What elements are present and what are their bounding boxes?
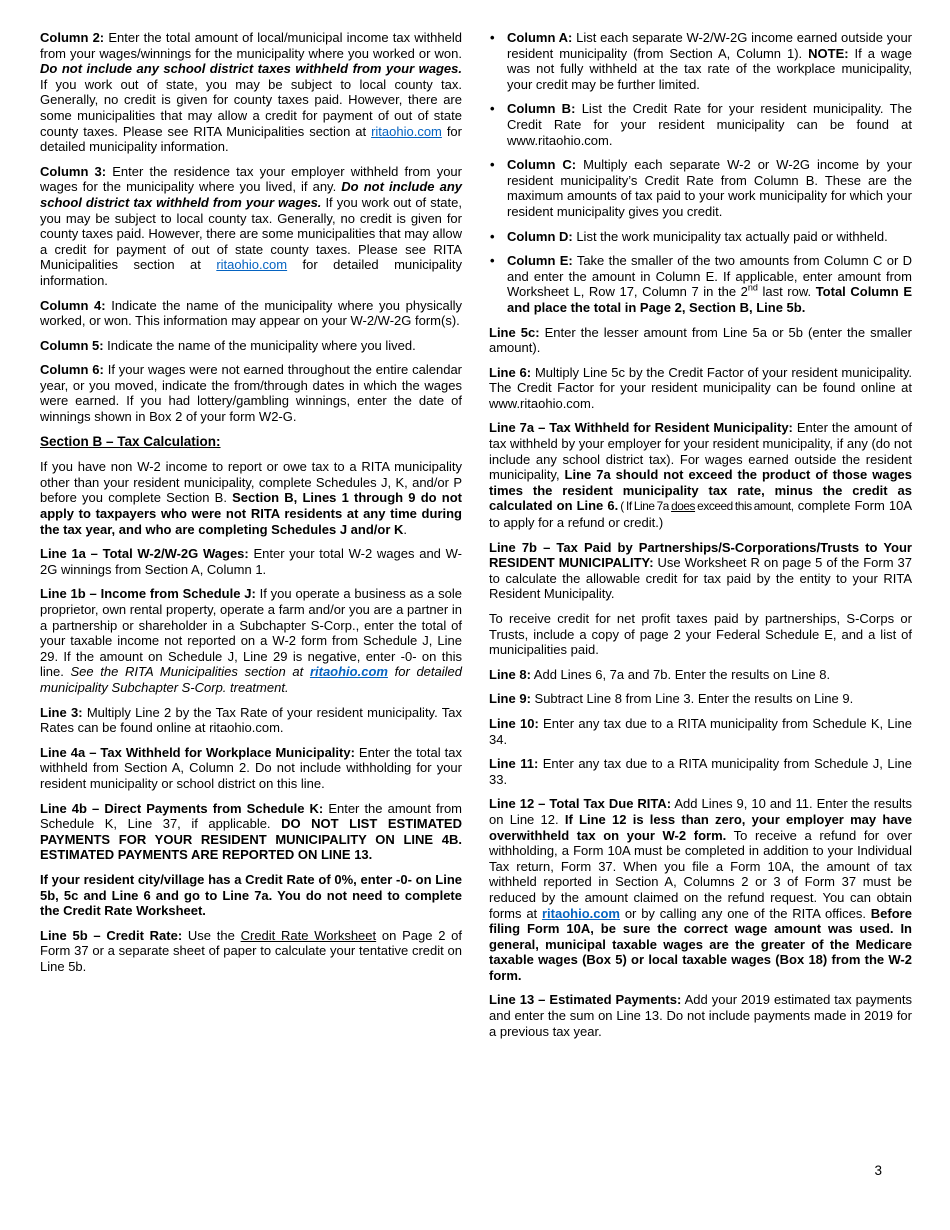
text-segment: Line 6: [489,364,532,380]
text-segment: Column A: [507,30,573,45]
text-segment: complete Form 10A to apply for a refund or credit.) [489,498,912,531]
text-segment: Indicate the name of the municipality where you lived. [103,337,416,353]
text-segment: NOTE: [808,45,849,61]
bullet-icon: • [490,157,495,173]
text-segment: Line 7a – Tax Withheld for Resident Municipality: [489,420,793,436]
bullet-item [489,101,912,148]
paragraph [40,745,462,792]
text-segment: Subtract Line 8 from Line 3. Enter the results on Line 9. [530,691,854,707]
text-segment: Add Lines 9, 10 and 11. Enter the results on Line 12. [489,796,912,827]
text-segment: Enter your total W-2 wages and W-2G winnings from Section A, Column 1. [40,546,462,577]
text-segment: Column B: [507,101,576,117]
text-segment: Total Column E and place the total in Page 2, Section B, Line 5b. [507,284,912,315]
text-segment: or by calling any one of the RITA offices. [620,905,871,921]
paragraph [489,611,912,658]
text-segment: Line 4b – Direct Payments from Schedule K: [40,800,324,816]
text-segment: Section B, Lines 1 through 9 do not apply to taxpayers who were not RITA residents at any time during the tax year, and who are completing Schedules J and/or K [40,490,462,537]
paragraph [489,796,912,983]
text-segment: To receive credit for net profit taxes paid by partnerships, S-Corps or Trusts, include a copy of page 2 your Federal Schedule E, and a list of municipalities paid. [489,611,912,658]
bullet-item [489,157,912,219]
bullet-icon: • [490,101,495,117]
text-segment: Line 13 – Estimated Payments: [489,992,682,1008]
right-column [489,30,912,1048]
text-segment: does [671,499,696,514]
text-segment: last row. [757,284,816,300]
text-segment: exceed this amount, [695,499,794,514]
text-segment: Add Lines 6, 7a and 7b. Enter the results on Line 8. [530,666,831,682]
paragraph [489,365,912,412]
bullet-text [507,101,912,148]
link-ritaohio[interactable]: ritaohio.com [309,664,388,680]
link-ritaohio[interactable]: ritaohio.com [216,257,288,273]
bullet-item [489,229,912,245]
paragraph [40,586,462,695]
text-segment: Multiply Line 5c by the Credit Factor of your resident municipality. The Credit Factor for your resident municipality can be found online at www.ritaohio.com. [489,364,912,411]
text-segment: If Line 12 is less than zero, your employer may have overwithheld tax on your W-2 form. [489,811,912,843]
text-segment: List the work municipality tax actually paid or withheld. [572,228,888,244]
text-segment: Line 10: [489,715,539,731]
paragraph [40,546,462,577]
text-segment: If you work out of state, you may be subject to local county tax. Generally, no credit is given for county taxes paid. However, there are some municipalities that may allow a credit for payment of out of state county taxes. Please see RITA Municipalities section at [40,194,462,273]
text-segment: Line 5c: [489,324,540,340]
text-segment: Enter the amount of tax withheld by your employer for your resident municipality, if any (do not include any school district tax). For wages earned outside the resident municipality, [489,420,913,483]
text-segment: Enter the total tax withheld from Section A, Column 2. Do not include withholding for your resident municipality or school district on this line. [40,744,462,791]
text-segment: List the Credit Rate for your resident municipality. The Credit Rate for your resident municipality can be found at www.ritaohio.com. [507,101,912,148]
paragraph [489,691,912,707]
section-heading [40,434,462,450]
text-segment: Column 5: [40,337,104,353]
text-segment: Column C: [507,157,577,173]
text-segment: Column 4: [40,297,106,313]
text-segment: Section B – Tax Calculation: [40,433,221,449]
text-segment: Do not include any school district tax withheld from your wages. [40,179,462,210]
paragraph [40,338,462,354]
text-segment: See the RITA Municipalities section at [70,664,310,680]
paragraph [489,716,912,747]
text-segment: for detailed municipality Subchapter S-Corp. treatment. [40,664,462,695]
text-segment: Enter any tax due to a RITA municipality from Schedule K, Line 34. [489,715,913,747]
bullet-text [507,253,912,315]
text-segment: . [403,521,408,537]
text-segment: Indicate the name of the municipality where you physically worked, or won. This information may appear on your W-2/W-2G form(s). [40,297,462,329]
bullet-item [489,253,912,315]
text-segment: Line 8: [489,666,531,682]
bullet-text [507,157,912,219]
paragraph [40,928,462,975]
text-segment: List each separate W-2/W-2G income earned outside your resident municipality (from Section A, Column 1). [507,30,912,61]
bullet-text [507,30,912,92]
text-segment: Credit Rate Worksheet [240,927,377,943]
page-number: 3 [874,1163,882,1178]
text-segment: Line 1b – Income from Schedule J: [40,586,256,602]
text-segment: Line 4a – Tax Withheld for Workplace Municipality: [40,744,355,760]
text-segment: Line 7b – Tax Paid by Partnerships/S-Corporations/Trusts to Your RESIDENT MUNICIPALITY: [489,539,912,571]
paragraph [40,801,462,863]
paragraph [489,667,912,683]
paragraph [40,30,462,155]
left-column [40,30,462,1048]
text-segment: If you operate a business as a sole proprietor, own rental property, operate a farm and/or you are a partner in a partnership or shareholder in a Subchapter S-Corp., enter the total of your taxable income not reported on a W-2 form from Schedule J, Line 29. If the amount on Schedule J, Line 29 is negative, enter -0- on this line. [40,586,462,680]
text-segment: Before filing Form 10A, be sure the correct wage amount was used. In general, municipal taxable wages are the greater of the Medicare taxable wages (Box 5) or local taxable wages (Box 18) from the W-2 form. [489,905,912,983]
bullet-item [489,30,912,92]
text-segment: Use Worksheet R on page 5 of the Form 37 to calculate the allowable credit for tax paid by the entity to your RITA Resident Municipality. [489,555,912,602]
paragraph [40,298,462,329]
text-segment: Line 12 – Total Tax Due RITA: [489,796,672,812]
text-segment: Column 6: [40,362,104,378]
text-segment: If you work out of state, you may be subject to local county tax. Generally, no credit is given for county taxes paid. However, there are some municipalities that may allow a credit for payment of out of state county taxes. Please see RITA Municipalities section at [40,76,462,139]
text-segment: Enter the residence tax your employer withheld from your wages for the municipality where you lived, if any. [40,163,462,195]
bullet-icon: • [490,30,495,45]
text-segment: Use the [182,927,241,943]
text-segment: Enter the lesser amount from Line 5a or 5b (enter the smaller amount). [489,324,913,356]
text-segment: Line 5b – Credit Rate: [40,927,183,943]
text-segment: Multiply each separate W-2 or W-2G income by your resident municipality’s Credit Rate from Column B. These are the maximum amounts of tax paid to your work municipality for which your resident municipality gives you credit. [507,157,912,219]
text-segment: nd [747,282,758,293]
text-segment: Line 11: [489,756,539,772]
paragraph [489,756,912,787]
paragraph [489,540,912,602]
text-segment: To receive a refund for over withholding, a Form 10A must be completed in addition to your Individual Tax return, Form 37. When you file a Form 10A, the amount of tax withheld reported in Section A, Columns 2 or 3 of Form 37 must be reduced by the amount claimed on the refund request. You can obtain forms at [489,827,912,921]
text-segment: If you have non W-2 income to report or owe tax to a RITA municipality other than your resident municipality, complete Schedules J, K, and/or P before you complete Section B. [40,459,462,506]
text-segment: Take the smaller of the two amounts from Column C or D and enter the amount in Column E. If applicable, enter amount from Worksheet L, Row 17, Column 7 in the 2 [507,253,912,300]
text-segment: Enter the amount from Schedule K, Line 37, if applicable. [40,800,463,832]
link-ritaohio[interactable]: ritaohio.com [371,123,442,139]
text-segment: Column D: [507,228,573,244]
bullet-text [507,229,912,245]
paragraph [40,872,462,919]
text-segment: on Page 2 of Form 37 or a separate sheet of paper to calculate your tentative credit on Line 5b. [40,927,463,974]
bullet-icon: • [490,228,495,244]
paragraph [40,362,462,424]
text-segment: If your resident city/village has a Credit Rate of 0%, enter -0- on Line 5b, 5c and Line 6 and go to Line 7a. You do not need to complete the Credit Rate Worksheet. [40,871,462,919]
bullet-icon: • [490,253,495,269]
paragraph [489,325,912,356]
paragraph [489,992,912,1039]
text-segment: Line 7a should not exceed the product of those wages times the resident municipality tax rate, minus the credit as calculated on Line 6. [489,467,912,514]
text-segment: Line 3: [40,704,83,720]
paragraph [489,420,912,530]
text-segment: Multiply Line 2 by the Tax Rate of your resident municipality. Tax Rates can be found online at ritaohio.com. [40,704,462,736]
text-segment: Line 9: [489,691,531,707]
text-segment: Line 1a – Total W-2/W-2G Wages: [40,546,249,562]
text-segment: DO NOT LIST ESTIMATED PAYMENTS FOR YOUR RESIDENT MUNICIPALITY ON LINE 4B. ESTIMATED PAYMENTS ARE REPORTED ON LINE 13. [40,816,462,863]
text-segment: Enter the total amount of local/municipal income tax withheld from your wages/winnings for the municipality where you worked or won. [40,30,462,61]
text-segment: Column 2: [40,30,105,45]
text-segment: If a wage was not fully withheld at the tax rate of the workplace municipality, your credit may be further limited. [507,45,912,92]
link-ritaohio[interactable]: ritaohio.com [541,905,620,921]
text-segment: Add your 2019 estimated tax payments and enter the sum on Line 13. Do not include payments made in 2019 for a previous tax year. [489,992,913,1039]
text-segment: Column E: [507,253,573,269]
text-segment: ( If Line 7a [618,499,672,514]
paragraph [40,459,462,537]
text-segment: Column 3: [40,163,107,179]
text-segment: for detailed municipality information. [40,123,462,155]
paragraph [40,705,462,736]
text-segment: If your wages were not earned throughout the entire calendar year, or you moved, indicate the from/through dates in which the wages were earned. If you had lottery/gambling winnings, enter the date of winnings shown in Box 2 of your form W2-G. [40,362,462,425]
text-segment: Enter any tax due to a RITA municipality from Schedule J, Line 33. [489,756,912,787]
paragraph [40,164,462,289]
text-segment: for detailed municipality information. [40,257,462,288]
text-segment: Do not include any school district taxes withheld from your wages. [40,61,462,77]
